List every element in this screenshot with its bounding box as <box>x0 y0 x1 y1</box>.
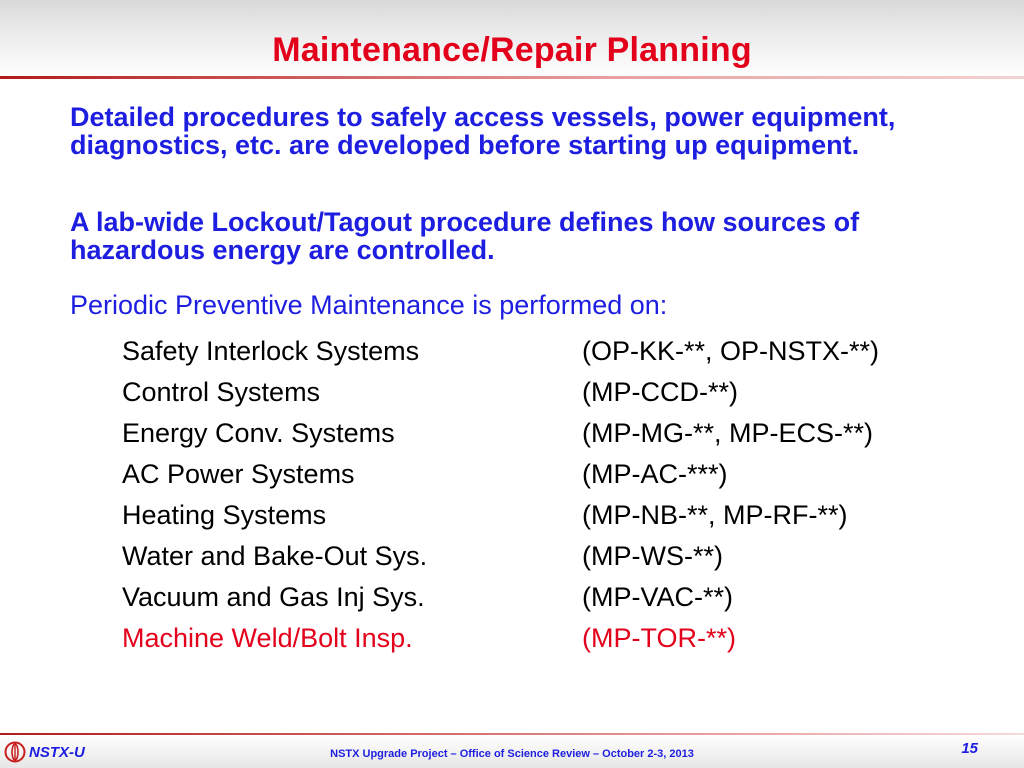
page-number: 15 <box>961 740 978 757</box>
maintenance-code: (MP-AC-***) <box>582 459 728 489</box>
maintenance-heading: Periodic Preventive Maintenance is performed on: <box>70 290 668 320</box>
paragraph-lockout-tagout: A lab-wide Lockout/Tagout procedure defines how sources of hazardous energy are controlled. <box>70 207 860 265</box>
maintenance-item <box>122 375 1002 416</box>
logo-text: NSTX-U <box>29 743 85 761</box>
maintenance-system: Heating Systems <box>122 500 327 530</box>
maintenance-code: (MP-CCD-**) <box>582 377 738 407</box>
maintenance-code: (MP-TOR-**) <box>582 623 736 653</box>
maintenance-item <box>122 498 1002 539</box>
maintenance-code: (OP-KK-**, OP-NSTX-**) <box>582 336 880 366</box>
maintenance-item <box>122 416 1002 457</box>
paragraph-procedures: Detailed procedures to safely access vessels, power equipment, diagnostics, etc. are developed before starting up equipment. <box>70 102 896 160</box>
maintenance-code: (MP-MG-**, MP-ECS-**) <box>582 418 873 448</box>
maintenance-system: Control Systems <box>122 377 321 407</box>
maintenance-item <box>122 334 1002 375</box>
maintenance-system: Vacuum and Gas Inj Sys. <box>122 582 425 612</box>
maintenance-code: (MP-NB-**, MP-RF-**) <box>582 500 848 530</box>
maintenance-item <box>122 580 1002 621</box>
maintenance-system: Machine Weld/Bolt Insp. <box>122 623 413 653</box>
maintenance-system: AC Power Systems <box>122 459 355 489</box>
maintenance-system: Energy Conv. Systems <box>122 418 395 448</box>
maintenance-item-highlighted <box>122 621 1002 662</box>
footer-caption: NSTX Upgrade Project – Office of Science Review – October 2-3, 2013 <box>330 748 694 760</box>
maintenance-system: Safety Interlock Systems <box>122 336 420 366</box>
maintenance-system: Water and Bake-Out Sys. <box>122 541 428 571</box>
maintenance-list <box>122 334 1002 662</box>
maintenance-code: (MP-WS-**) <box>582 541 723 571</box>
maintenance-item <box>122 539 1002 580</box>
maintenance-code: (MP-VAC-**) <box>582 582 733 612</box>
maintenance-item <box>122 457 1002 498</box>
slide-title: Maintenance/Repair Planning <box>272 31 752 69</box>
title-divider <box>0 76 1024 79</box>
